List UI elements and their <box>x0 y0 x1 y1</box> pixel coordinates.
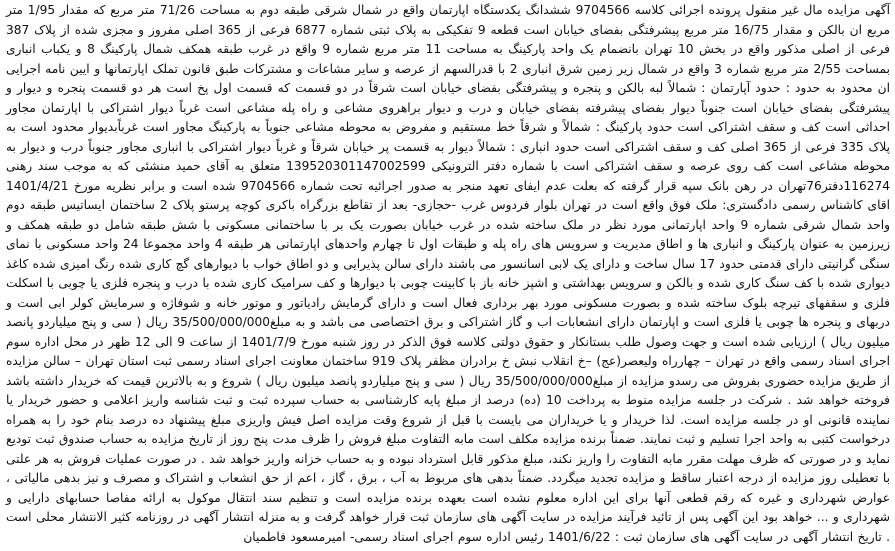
auction-notice-text: آگهی مزایده مال غیر منقول پرونده اجرائی کلاسه 9704566 ششدانگ یکدستگاه اپارتمان واقع در شمال شرقی طبقه دوم به مساحت 71/26 متر مربع که مقدار 1/95 متر مربع ان بالکن و مقدار 16/75 متر مربع پیشرفتگی بفضای خیابان است قطعه 9 تفکیکی به پلاک ثبتی شماره 6877 فرعی از 365 اصلی مفروز و مجزی شده از پلاک 387 فرعی از اصلی مذکور واقع در بخش 10 تهران بانضمام یک واحد پارکینگ به مساحت 11 متر مربع شماره 9 واقع در غرب طبقه همکف شمال پارکینگ 8 و یکباب انباری بمساحت 2/55 متر مربع شماره 3 واقع در شمال زیر زمین شرق انباری 2 با قدرالسهم از عرصه و سایر مشاعات و مشترکات طبق قانون تملک اپارتمانها و ایین نامه اجرایی ان محدود به حدود : حدود آپارتمان : شمالاً لبه بالکن و پنجره و پیشرفتگی بفضای خیابان است شرقاً در دو قسمت که قسمت اول پخ است هر دو قسمت پنجره و دیوار و پیشرفتگی بفضای خیابان است جنوباً دیوار بفضای پیشرفته بفضای خیابان و درب و دیوار براهروی مشاعی و راه پله مشاعی است غرباً دیوار اشتراکی با اپارتمان مجاور احداثی است کف و سقف اشتراکی است حدود پارکینگ : شمالاً و شرقاً خط مستقیم و مفروض به محوطه مشاعی جنوباً به پارکینگ مجاور است غرباًبدیوار محدود است به پلاک 335 فرعی از 365 اصلی کف و سقف اشتراکی است حدود انباری : شمالاً دیوار به قسمت پر خیابان شرقاً و غرباً دیوار اشتراکی با انباری مجاور جنوباً درب و دیوار به محوطه مشاعی است کف روی عرصه و سقف اشتراکی است با شماره دفتر الترونیکی 139520301147002599 متعلق به آقای حمید منشئی که به موجب سند رهنی 116274دفتر76تهران در رهن بانک سپه قرار گرفته که بعلت عدم ایفای تعهد منجر به صدور اجرائیه تحت شماره 9704566 شده است و برابر نظریه مورخ 1401/4/21 اقای کاشناس رسمی دادگستری: ملک فوق واقع است در تهران بلوار فردوس غرب -حجازی- بعد از تقاطع بزرگراه باکری کوچه پرستو پلاک 2 ساختمان ایساتیس طبقه دوم واحد شمال شرقی شماره 9 واحد اپارتمانی مورد نظر در ملک ساخته شده در غرب خیابان بصورت یک بر با ساختمانی مسکونی با شش طبقه شامل دو طبقه همکف و زیرزمین به عنوان پارکینگ و انباری ها و اطاق مدیریت و سرویس های راه پله و طبقات اول تا چهارم واحدهای اپارتمانی هر طبقه 4 واحد مجموعا 24 واحد مسکونی با نمای سنگی گرانیتی دارای قدمتی حدود 17 سال ساخت و دارای یک لابی اسانسور می باشند دارای سالن پذیرایی و دو اطاق خواب با دیوارهای گچ کاری شده رنگ امیزی شده کاغذ دیواری شده با کف سنگ کاری شده و بالکن و سرویس بهداشتی و اشپز خانه باز با کابینت چوبی با دیوارها و کف سرامیک کاری شده با درب و پنجره فلزی یا چوبی با اسکلت فلزی و سقفهای تیرچه بلوک ساخته شده و بصورت مسکونی مورد بهر برداری فعال است و دارای گرمایش رادیاتور و موتور خانه و شوفاژه و سرمایش کولر ابی است و دربهای و پنجره ها چوبی یا فلزی است و اپارتمان دارای انشعابات اب و گاز اشتراکی و برق اختصاصی می باشد و به مبلغ35/500/000/000 ریال ( سی و پنج میلیاردو پانصد میلیون ریال ) ارزیابی شده است و جهت وصول طلب بستانکار و حقوق دولتی کلاسه فوق الذکر در روز شنبه مورخ 1401/7/9 از ساعت 9 الی 12 ظهر در محل اداره سوم اجرای اسناد رسمی واقع در تهران – چهارراه ولیعصر(عج) –خ انقلاب نبش خ برادران مظفر پلاک 919 ساختمان معاونت اجرای اسناد رسمی ثبت استان تهران – سالن مزایده از طریق مزایده حضوری بفروش می رسدو مزایده از مبلغ35/500/000/000 ریال ( سی و پنج میلیاردو پانصد میلیون ریال ) شروع و به بالاترین قیمت که خریدار داشته باشد فروخته خواهد شد . شرکت در جلسه مزایده منوط به پرداخت 10 (ده) درصد از مبلغ پایه کارشناسی به حساب سپرده ثبت و ثبت شناسه واریز اعلامی و حضور خریدار یا نماینده قانونی او در جلسه مزایده است. لذا خریدار و یا خریداران می بایست با قبل از شروع وقت مزایده اصل فیش واریزی مبلغ پیشنهاد ده درصد بنام خود را به همراه درخواست کتبی به واحد اجرا تسلیم و ثبت نمایند. ضمناً برنده مزایده مکلف است مابه التفاوت مبلغ فروش را ظرف مدت پنج روز از تاریخ مزایده به حساب صندوق ثبت تودیع نماید و در صورتی که ظرف مهلت مقرر مابه التفاوت را واریز نکند، مبلغ مذکور قابل استرداد نبوده و به حساب خزانه واریز خواهد شد . در صورت عملیات فروش به هر علتی با تعطیلی روز مزایده از درجه اعتبار ساقط و مزایده تجدید میگردد. ضمناً بدهی های مربوط به آب ، برق ، گاز ، اعم از حق انشعاب و اشتراک و مصرف و نیز بدهی مالیاتی ، عوارض شهرداری و غیره که رقم قطعی آنها برای این اداره معلوم نشده است بعهده برنده مزایده است و تنظیم سند انتقال موکول به ارائه مفاصا حسابهای دارایی و شهرداری و ... خواهد بود این آگهی پس از تائید فرآیند مزایده در سایت آگهی های سازمان ثبت قرار خواهد گرفت و به منزله انتشار آگهی در روزنامه کثیر الانتشار محلی است . تاریخ انتشار آگهی در سایت آگهی های سازمان ثبت : 1401/6/22 رئیس اداره سوم اجرای اسناد رسمی- امیرمسعود فاطمیان <box>6 3 891 544</box>
